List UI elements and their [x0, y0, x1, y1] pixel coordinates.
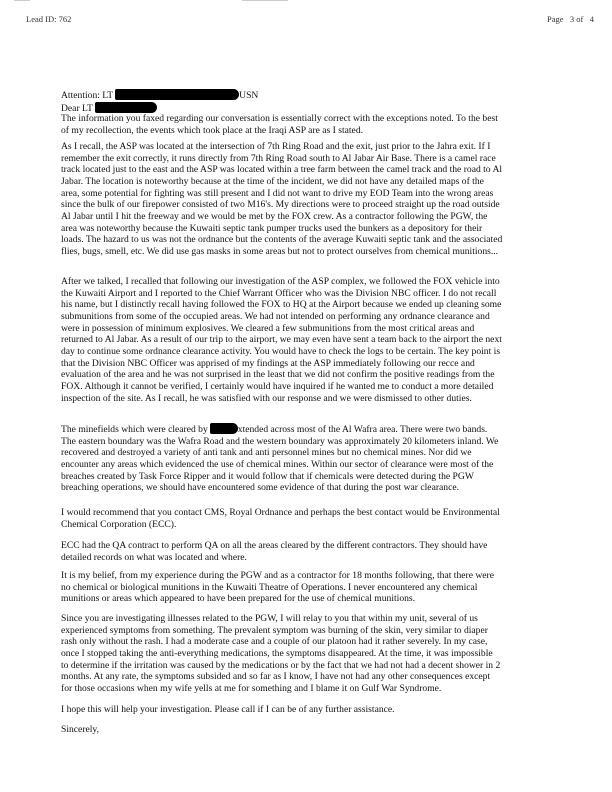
text-line: recovered and destroyed a variety of anti tank and anti personnel mines but no chemical mines. Nor did we [61, 447, 472, 459]
redacted-name [210, 423, 238, 434]
text-line: The information you faxed regarding our conversation is essentially correct with the exceptions noted. To the best [61, 113, 498, 124]
text-line: detailed records on what was located and where. [61, 551, 247, 563]
text-line: munitions or areas which appeared to have been prepared for the use of chemical munitions. [61, 593, 416, 605]
salutation: Dear LT [61, 102, 258, 115]
scan-artifact [14, 0, 30, 1]
text-line: track located just to the east and the ASP was located within a tree farm between the camel track and the road to Al [61, 164, 503, 176]
text-line: ECC had the QA contract to perform QA on all the areas cleared by the different contractors. They should have [61, 540, 488, 551]
text-line: area was noteworthy because the Kuwaiti septic tank pumper trucks used the bunkers as a depository for their [61, 222, 483, 234]
text-line: I hope this will help your investigation. Please call if I can be of any further assistance. [61, 704, 395, 715]
lead-id: Lead ID: 762 [26, 14, 72, 24]
text-line: were in possession of minimum explosives. We cleared a few submunitions from the most critical areas and [61, 322, 475, 334]
text-line: Chemical Corporation (ECC). [61, 518, 177, 530]
text-line: I would recommend that you contact CMS, Royal Ordnance and perhaps the best contact would be Environmental [61, 507, 500, 518]
paragraph-7 [61, 570, 494, 605]
redacted-name [95, 102, 157, 113]
text-line: since the bulk of our firepower consisted of two M16's. My directions were to proceed straight up the road outside [61, 199, 500, 211]
letter-address [61, 89, 258, 114]
paragraph-6 [61, 540, 487, 563]
text-line: his name, but I distinctly recall having followed the FOX to HQ at the Airport because we ended up cleaning some [61, 299, 502, 311]
text-line: breaches created by Task Force Ripper and it would follow that if chemicals were detected during the PGW [61, 470, 474, 482]
text-line: rash only without the rash. I had a moderate case and a couple of our platoon had it rather severely. In my case, [61, 636, 488, 648]
text-line: to determine if the irritation was caused by the medications or by the fact that we had not had a decent shower in 2 [61, 659, 501, 671]
scan-artifact [242, 0, 288, 1]
paragraph-2 [61, 141, 502, 258]
paragraph-8 [61, 613, 500, 695]
text-line: The eastern boundary was the Wafra Road and the western boundary was approximately 20 kilometers inland. We [61, 435, 499, 447]
text-line: inspection of the site. As I recall, he was satisfied with our response and we were dismissed to other duties. [61, 392, 472, 404]
text-line: for those occasions when my wife yells at me for something and I blame it on Gulf War Syndrome. [61, 682, 442, 694]
text-line: flies, bugs, smell, etc. We did use gas masks in some areas but not to protect ourselves from chemical munitions... [61, 245, 499, 257]
text-line: Since you are investigating illnesses related to the PGW, I will relay to you that within my unit, several of us [61, 613, 478, 624]
text-line: It is my belief, from my experience during the PGW and as a contractor for 18 months following, that there were [61, 570, 495, 581]
text-line: returned to Al Jabar. As a result of our trip to the airport, we may even have sent a team back to the airport the next [61, 334, 502, 346]
text-line: submunitions from some of the occupied areas. We had not intended on performing any ordnance clearance and [61, 310, 490, 322]
attention-line: Attention: LT USN [61, 90, 259, 101]
text-line: experienced symptoms from something. The prevalent symptom was burning of the skin, very similar to diaper [61, 624, 488, 636]
text-line: The minefields which were cleared by xtended across most of the Al Wafra area. There were two bands. [61, 424, 488, 435]
text-line: day to continue some ordnance clearance activity. You would have to check the logs to be certain. The key point is [61, 345, 501, 357]
redacted-name [115, 89, 239, 100]
text-line: of my recollection, the events which took place at the Iraqi ASP are as I stated. [61, 124, 364, 136]
paragraph-3 [61, 276, 502, 404]
text-line: evaluation of the area and he was not surprised in the least that we did not confirm the positive readings from the [61, 369, 495, 381]
text-line: no chemical or biological munitions in the Kuwaiti Theatre of Operations. I never encountered any chemical [61, 581, 478, 593]
text-line: the Kuwaiti Airport and I reported to the Chief Warrant Officer who was the Division NBC officer. I do not recall [61, 287, 497, 299]
closing [61, 724, 99, 736]
text-line: As I recall, the ASP was located at the intersection of 7th Ring Road and the exit, just prior to the Jahra exit. If I [61, 141, 491, 152]
text-line: that the Division NBC Officer was apprised of my findings at the ASP immediately following our recce and [61, 357, 475, 369]
text-line: Al Jabar until I hit the freeway and we would be met by the FOX crew. As a contractor following the PGW, the [61, 210, 488, 222]
page-number: Page 3 of 4 [547, 14, 594, 24]
text-line: After we talked, I recalled that following our investigation of the ASP complex, we followed the FOX vehicle into [61, 276, 500, 287]
text-line: area, some potential for fighting was still present and I did not want to drive my EOD Team into the wrong areas [61, 187, 494, 199]
text-line: remember the exit correctly, it runs directly from 7th Ring Road south to Al Jabar Air Base. There is a camel race [61, 152, 496, 164]
text-line: Jabar. The location is noteworthy because at the time of the incident, we did not have any detailed maps of the [61, 175, 484, 187]
text-line: Sincerely, [61, 724, 100, 735]
text-line: encounter any areas which evidenced the use of chemical mines. Within our sector of clearance were most of the [61, 458, 494, 470]
text-line: months. At any rate, the symptoms subsided and so far as I know, I have not had any other consequences except [61, 671, 491, 683]
text-line: breaching operations, we should have encountered some evidence of that during the post war clearance. [61, 482, 459, 494]
paragraph-5 [61, 507, 500, 530]
paragraph-9 [61, 704, 395, 716]
paragraph-4 [61, 423, 498, 494]
text-line: FOX. Although it cannot be verified, I certainly would have inquired if he wanted me to conduct a more detailed [61, 380, 494, 392]
text-line: loads. The hazard to us was not the ordnance but the contents of the average Kuwaiti septic tank and the associated [61, 234, 503, 246]
text-line: once I stopped taking the anti-everything medications, the symptoms disappeared. At the time, it was impossible [61, 647, 493, 659]
paragraph-1 [61, 113, 498, 136]
